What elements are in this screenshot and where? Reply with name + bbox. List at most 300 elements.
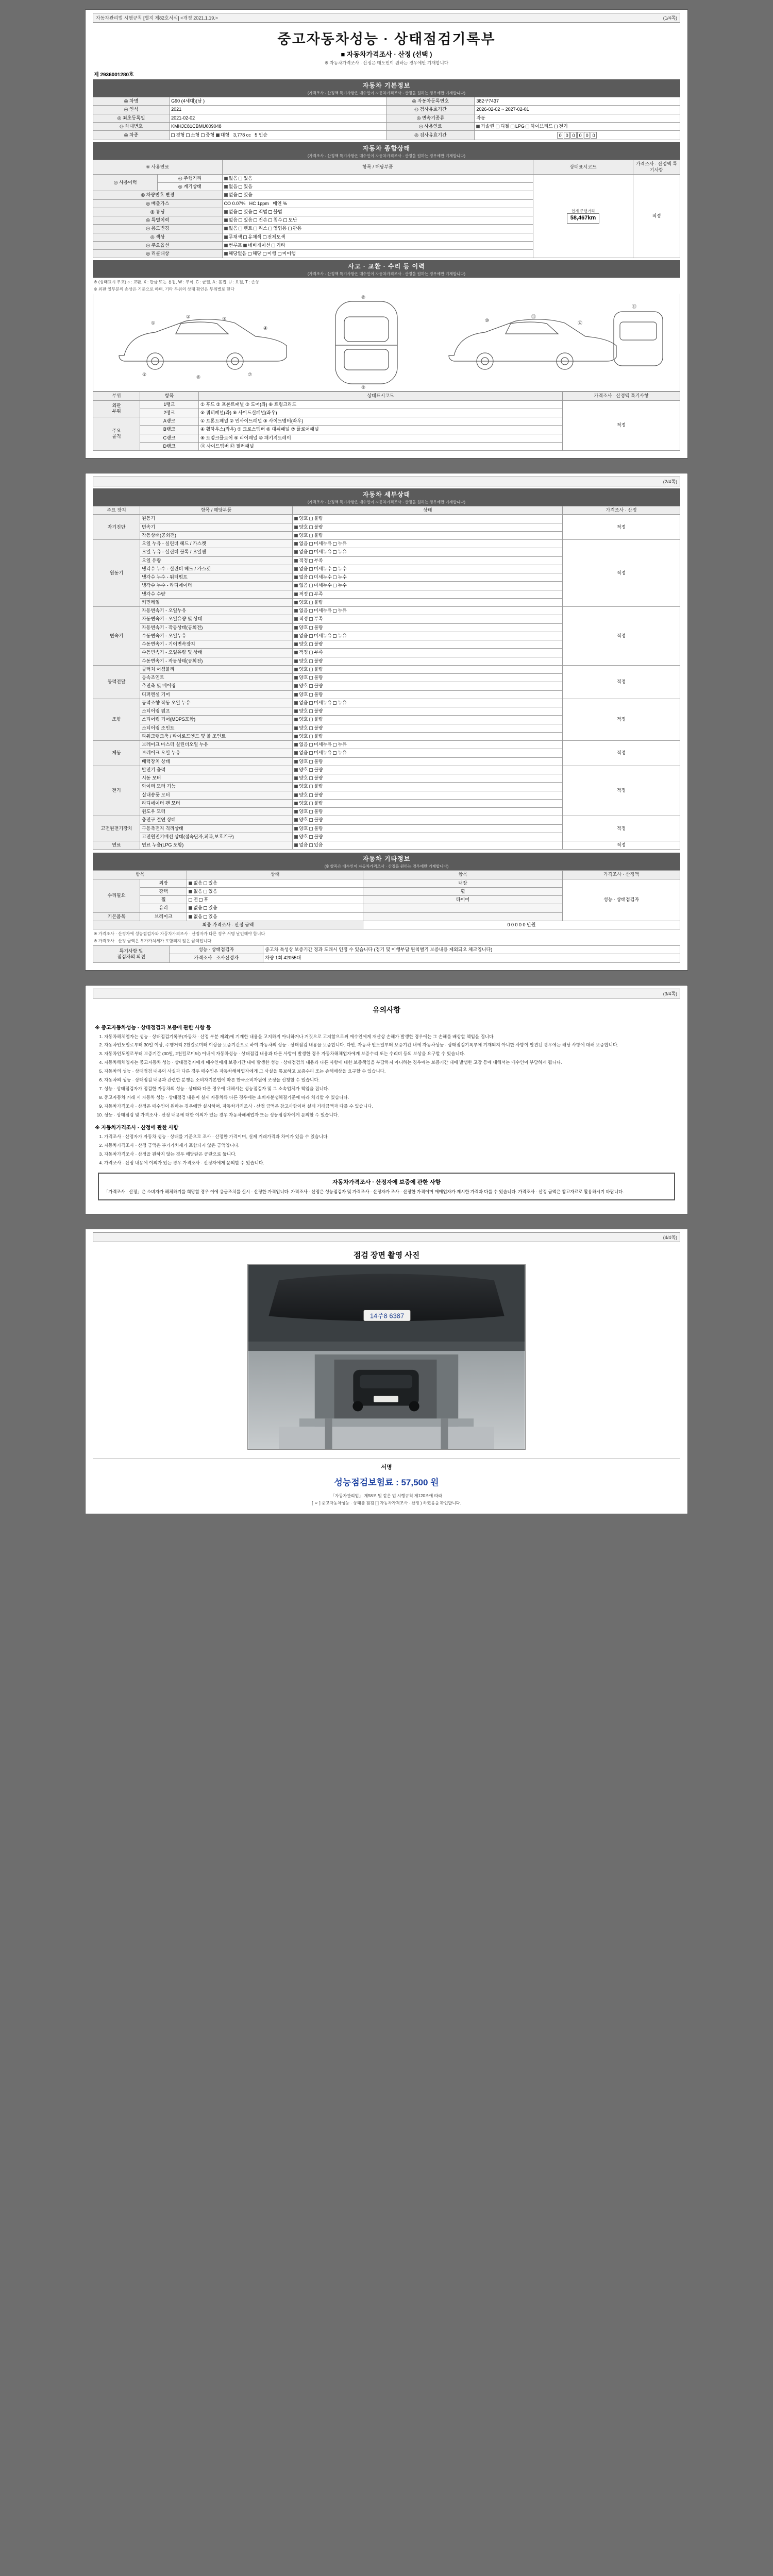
device-group-6: 전기 [93, 766, 140, 816]
status-option-양호[interactable]: 양호 [294, 775, 309, 781]
svg-text:④: ④ [263, 326, 268, 331]
flood-none[interactable]: 없음 [224, 217, 238, 223]
band-note-detail: (가격조사 · 산정액 특기사항은 매수인이 자동차가격조사 · 산정을 원하는 경우에만 기재합니다) [307, 500, 466, 504]
table-row [93, 879, 680, 887]
status-option-양호[interactable]: 양호 [294, 725, 309, 731]
status-option-미세누유[interactable]: 미세누유 [309, 608, 333, 613]
diagram-legend-1: ※ (상태표시 부호) ○ : 교환, X : 판금 또는 용접, W : 부식, C : 균열, A : 흠집, U : 요철, T : 손상 [94, 280, 259, 285]
status-option-없음[interactable]: 없음 [294, 574, 309, 580]
status-option-불량[interactable]: 불량 [309, 734, 323, 739]
table-row [93, 665, 680, 673]
fuel-option-hybrid[interactable]: 하이브리드 [526, 124, 552, 129]
col-header-usage: ※ 사용연료 [93, 160, 223, 175]
tuning-legal[interactable]: 적법 [254, 209, 267, 214]
status-option-미세누유[interactable]: 미세누유 [309, 633, 333, 638]
color-options [222, 233, 533, 241]
status-option-양호[interactable]: 양호 [294, 792, 309, 798]
status-option-불량[interactable]: 불량 [309, 725, 323, 731]
label-first-registration: ◎ 최초등록일 [93, 114, 170, 122]
status-option-미세누유[interactable]: 미세누유 [309, 541, 333, 546]
detail-item: 냉각수 수량 [140, 590, 293, 598]
status-option-양호[interactable]: 양호 [294, 600, 309, 605]
emission-values [222, 199, 533, 208]
remark-inspector-value: 중고차 특성상 보증기간 경과 도래시 인정 수 있습니다 (정기 및 이행부담 원칙별기 보증내용 제외되오 체크입니다) [263, 946, 680, 954]
value-vin: KMHJC81CBMU009048 [170, 122, 386, 130]
notice-item: 2. 자동차가격조사 · 산정 금액은 부가가치세가 포함되지 않은 금액입니다. [104, 1142, 680, 1149]
status-option-양호[interactable]: 양호 [294, 834, 309, 839]
table-header-row [93, 160, 680, 175]
status-option-미세누수[interactable]: 미세누수 [309, 583, 333, 588]
status-option-양호[interactable]: 양호 [294, 809, 309, 814]
purpose-official[interactable]: 관용 [288, 226, 301, 231]
row-label-recall: ◎ 리콜대상 [93, 250, 223, 258]
status-option-양호[interactable]: 양호 [294, 734, 309, 739]
polish-exist[interactable]: 있음 [204, 889, 217, 894]
col-header-other-item: 항목 [93, 871, 187, 879]
emission-hc: HC 1ppm [249, 200, 269, 206]
row-label-usage-history: ◎ 사용이력 [93, 174, 158, 191]
row-label-plate-change: ◎ 차량번호 변경 [93, 191, 223, 199]
license-plate-text: 14주8 6387 [369, 1312, 405, 1320]
status-option-불량[interactable]: 불량 [309, 759, 323, 764]
col-header-status: 상태 [293, 506, 563, 515]
detail-status [293, 841, 563, 850]
value-transmission: 자동 [475, 114, 680, 122]
status-option-적정[interactable]: 적정 [294, 650, 309, 655]
svg-text:⑫: ⑫ [578, 320, 583, 326]
status-option-누유[interactable]: 누유 [333, 750, 346, 755]
status-option-불량[interactable]: 불량 [309, 767, 323, 772]
other-item-wheel2: 휠 [140, 896, 187, 904]
other-note-1: ※ 가격조사 · 산정자에 성능점검자와 자동차가격조사 · 산정자가 다른 경우 서명 날인해야 합니다 [94, 931, 265, 936]
gauge-options [222, 183, 533, 191]
section-band-accident [93, 260, 680, 278]
status-option-불량[interactable]: 불량 [309, 516, 323, 521]
status-option-부족[interactable]: 부족 [309, 650, 323, 655]
table-header-row [93, 506, 680, 515]
col-header-price-note: 가격조사 · 산정액 특기사항 [563, 392, 680, 400]
label-registration-status: ◎ 검사유효기간 [386, 131, 475, 140]
svg-text:⑥: ⑥ [196, 375, 201, 380]
status-option-양호[interactable]: 양호 [294, 817, 309, 822]
remark-inspector-label: 성능 · 상태점검자 [170, 946, 263, 954]
detail-status [293, 657, 563, 665]
notices-heading-2: ※ 자동차가격조사 · 산정에 관한 사항 [95, 1125, 179, 1131]
status-option-불량[interactable]: 불량 [309, 801, 323, 806]
notice-item: 4. 자동차해체업자는 중고자동차 성능 · 상태점검자에게 매수인에게 보증기간 내에 발생한 성능 · 상태점검의 내용과 다른 사항에 대한 보증책임을 부담하지 아니하는 경우에는 보증기간 내에 발생한 고장 등에 대해서는 매수인이 부담하게 됩니다. [104, 1059, 680, 1066]
svg-text:⑪: ⑪ [531, 314, 536, 320]
status-option-불량[interactable]: 불량 [309, 524, 323, 530]
device-group-8: 연료 [93, 841, 140, 850]
special-remarks-table [93, 945, 680, 963]
detail-status [293, 540, 563, 548]
notice-item: 3. 자동차가격조사 · 산정을 원하지 않는 경우 해당란은 공란으로 둡니다. [104, 1151, 680, 1158]
sheet-1 [85, 9, 688, 459]
status-option-미세누수[interactable]: 미세누수 [309, 574, 333, 580]
plate-change-options [222, 191, 533, 199]
flood-damage[interactable]: 침수 [268, 217, 282, 223]
other-item-interior: 내장 [363, 879, 562, 887]
brake-exist[interactable]: 있음 [204, 914, 217, 919]
band-note-accident: (가격조사 · 산정액 특기사항은 매수인이 자동차가격조사 · 산정을 원하는 경우에만 기재합니다) [307, 272, 466, 277]
status-option-양호[interactable]: 양호 [294, 641, 309, 647]
detail-status [293, 833, 563, 841]
label-model-name: ◎ 차명 [93, 97, 170, 106]
detail-price-note: 적정 [563, 816, 680, 841]
detail-item: 원동기 [140, 515, 293, 523]
status-option-불량[interactable]: 불량 [309, 834, 323, 839]
detail-item: 오일 누유 - 실린더 블록 / 오일팬 [140, 548, 293, 556]
status-option-누수[interactable]: 누수 [333, 583, 346, 588]
status-option-미세누수[interactable]: 미세누수 [309, 566, 333, 571]
col-header-state: 상태표시코드 [533, 160, 633, 175]
purpose-rent[interactable]: 렌트 [239, 226, 252, 231]
detail-item: 윈도우 모터 [140, 808, 293, 816]
status-option-불량[interactable]: 불량 [309, 784, 323, 789]
flood-exist[interactable]: 있음 [239, 217, 252, 223]
status-option-양호[interactable]: 양호 [294, 801, 309, 806]
status-option-부족[interactable]: 부족 [309, 616, 323, 621]
status-option-양호[interactable]: 양호 [294, 667, 309, 672]
theft[interactable]: 도난 [283, 217, 297, 223]
recall-not-done[interactable]: 미이행 [278, 251, 296, 256]
frame-grade-d: D랭크 [140, 442, 199, 450]
color-none[interactable]: 무채색 [224, 234, 242, 240]
table-row [93, 400, 680, 409]
detail-status [293, 690, 563, 699]
status-option-양호[interactable]: 양호 [294, 717, 309, 722]
detail-status [293, 732, 563, 740]
special-remarks-label: 특기사항 및 점검자의 의견 [93, 946, 170, 963]
status-option-없음[interactable]: 없음 [294, 700, 309, 705]
sheet-4 [85, 1229, 688, 1514]
signature-label: 서명 [381, 1464, 392, 1470]
page-subtitle: ■ 자동차가격조사 · 산정 (선택 ) [341, 50, 432, 58]
status-option-불량[interactable]: 불량 [309, 683, 323, 688]
detail-status [293, 724, 563, 732]
brake-none[interactable]: 없음 [189, 914, 202, 919]
status-option-누수[interactable]: 누수 [333, 574, 346, 580]
vehicle-damage-diagram [93, 294, 680, 392]
detail-item: 수동변속기 - 오일누유 [140, 632, 293, 640]
status-option-누유[interactable]: 누유 [333, 549, 346, 554]
color-chroma[interactable]: 유채색 [243, 234, 261, 240]
table-row [93, 741, 680, 749]
overall-state-table [93, 160, 680, 258]
detail-status [293, 766, 563, 774]
value-fuel [475, 122, 680, 130]
status-option-양호[interactable]: 양호 [294, 708, 309, 714]
other-item-polish: 광택 [140, 887, 187, 895]
band-note-basic: (가격조사 · 산정액 특기사항은 매수인이 자동차가격조사 · 산정을 원하는 경우에만 기재합니다) [307, 91, 466, 95]
status-option-양호[interactable]: 양호 [294, 784, 309, 789]
svg-text:⑬: ⑬ [632, 304, 637, 310]
section-band-basic-info [93, 79, 680, 97]
status-option-없음[interactable]: 없음 [294, 566, 309, 571]
status-option-양호[interactable]: 양호 [294, 767, 309, 772]
status-option-불량[interactable]: 불량 [309, 708, 323, 714]
status-option-누유[interactable]: 누유 [333, 608, 346, 613]
vehicle-diagram-svg [93, 294, 681, 391]
signature-band [93, 1458, 680, 1506]
tuning-none[interactable]: 없음 [224, 209, 238, 214]
status-option-없음[interactable]: 없음 [294, 541, 309, 546]
fuel-option-electric[interactable]: 전기 [554, 124, 567, 129]
other-item-tire: 타이어 [363, 896, 562, 904]
detail-status [293, 682, 563, 690]
other-glass-state [187, 904, 363, 912]
status-option-불량[interactable]: 불량 [309, 600, 323, 605]
tuning-illegal[interactable]: 불법 [268, 209, 282, 214]
other-group-basic: 기본품목 [93, 912, 140, 921]
basic-info-table [93, 97, 680, 140]
exterior-exist[interactable]: 있음 [204, 880, 217, 886]
status-option-있음[interactable]: 있음 [309, 842, 323, 848]
table-header-row [93, 871, 680, 879]
status-option-불량[interactable]: 불량 [309, 675, 323, 680]
status-option-미세누유[interactable]: 미세누유 [309, 700, 333, 705]
svg-text:⑩: ⑩ [485, 318, 490, 324]
mileage-panel [533, 174, 633, 258]
purpose-change-options [222, 225, 533, 233]
band-note-other: (※ 항목은 매수인이 자동차가격조사 · 산정을 원하는 경우에만 기재합니다) [324, 864, 449, 869]
row-label-purpose-change: ◎ 용도변경 [93, 225, 223, 233]
fuel-option-lpg[interactable]: LPG [511, 124, 525, 129]
detail-item: 스티어링 조인트 [140, 724, 293, 732]
detail-status [293, 548, 563, 556]
other-exterior-state [187, 879, 363, 887]
status-option-미세누유[interactable]: 미세누유 [309, 549, 333, 554]
label-type: ◎ 차종 [93, 131, 170, 140]
type-option-small[interactable]: 소형 [186, 132, 199, 138]
purpose-lease[interactable]: 리스 [254, 226, 267, 231]
polish-none[interactable]: 없음 [189, 889, 202, 894]
status-option-양호[interactable]: 양호 [294, 658, 309, 664]
status-option-양호[interactable]: 양호 [294, 524, 309, 530]
detail-item: 브레이크 마스터 실린더오일 누유 [140, 741, 293, 749]
col-header-item: 항목 / 해당부품 [222, 160, 533, 175]
status-option-부족[interactable]: 부족 [309, 591, 323, 597]
detail-status [293, 699, 563, 707]
form-legal-ref: 자동차관리법 시행규칙 [별지 제82호서식] <개정 2021.1.19.> [96, 15, 219, 21]
detail-item: 자동변속기 - 작동상태(공회전) [140, 623, 293, 632]
main-options [222, 241, 533, 249]
wheel-rear[interactable]: 후 [199, 897, 208, 902]
glass-none[interactable]: 없음 [189, 905, 202, 910]
status-option-없음[interactable]: 없음 [294, 549, 309, 554]
notice-item: 1. 자동차해체업자는 성능 · 상태점검기록부(자동차 · 산정 부분 제외)에 기재한 내용을 고지하지 아니하거나 거짓으로 고지함으로써 매수인에게 재산상 손해가 발생한 경우에는 그 손해를 배상할 책임을 집니다. [104, 1033, 680, 1040]
sheet2-header-note [93, 477, 680, 486]
gauge-option-exist[interactable]: 있음 [239, 184, 252, 189]
col-header-price: 가격조사 · 산정액 특기사항 [633, 160, 680, 175]
svg-text:⑦: ⑦ [248, 372, 253, 378]
gauge-option-none[interactable]: 없음 [224, 184, 238, 189]
status-option-양호[interactable]: 양호 [294, 516, 309, 521]
color-full-paint[interactable]: 전체도색 [263, 234, 285, 240]
accident-parts-table [93, 392, 680, 451]
wheel-front[interactable]: 전 [189, 897, 198, 902]
area-frame: 주요 골격 [93, 417, 140, 451]
detail-item: 스티어링 펌프 [140, 707, 293, 716]
odo-option-exist[interactable]: 있음 [239, 176, 252, 181]
section-band-other [93, 853, 680, 870]
status-option-양호[interactable]: 양호 [294, 625, 309, 630]
fuel-option-gasoline[interactable]: 가솔린 [476, 124, 494, 129]
appraisal-declaration-box [98, 1173, 675, 1200]
row-sub-odometer: ◎ 주행거리 [158, 174, 222, 182]
status-option-양호[interactable]: 양호 [294, 533, 309, 538]
frame-grade-c: C랭크 [140, 434, 199, 442]
inspection-fee: 성능점검보험료 : 57,500 원 [334, 1477, 439, 1487]
detail-status [293, 623, 563, 632]
status-option-불량[interactable]: 불량 [309, 717, 323, 722]
value-type [170, 131, 386, 140]
status-option-없음[interactable]: 없음 [294, 750, 309, 755]
status-option-누유[interactable]: 누유 [333, 541, 346, 546]
status-option-불량[interactable]: 불량 [309, 826, 323, 831]
remark-appraiser-label: 가격조사 · 조사산정자 [170, 954, 263, 962]
grade-2: 2랭크 [140, 409, 199, 417]
value-inspection-period: 2026-02-02 ~ 2027-02-01 [475, 106, 680, 114]
detail-status [293, 649, 563, 657]
status-option-불량[interactable]: 불량 [309, 625, 323, 630]
detail-price-note: 적정 [563, 841, 680, 850]
status-option-불량[interactable]: 불량 [309, 792, 323, 798]
recall-yes[interactable]: 해당 [248, 251, 261, 256]
type-option-mid[interactable]: 중형 [201, 132, 214, 138]
device-group-7: 고전원전기장치 [93, 816, 140, 841]
status-option-불량[interactable]: 불량 [309, 667, 323, 672]
notice-item: 4. 가격조사 · 산정 내용에 이의가 있는 경우 가격조사 · 산정자에게 문의할 수 있습니다. [104, 1160, 680, 1166]
purpose-business[interactable]: 영업용 [268, 226, 287, 231]
detail-item: 와이퍼 모터 기능 [140, 783, 293, 791]
status-option-없음[interactable]: 없음 [294, 583, 309, 588]
detail-item: 자동변속기 - 오일누유 [140, 607, 293, 615]
type-option-large[interactable]: 대형 [216, 132, 229, 138]
status-option-미세누유[interactable]: 미세누유 [309, 742, 333, 747]
glass-exist[interactable]: 있음 [204, 905, 217, 910]
grade-1-items: ① 후드 ② 프론트패널 ③ 도어(좌) ⑥ 트렁크리드 [199, 400, 563, 409]
detail-item: 수동변속기 - 오일유량 및 상태 [140, 649, 293, 657]
col-header-part: 항목 / 해당부품 [140, 506, 293, 515]
status-option-불량[interactable]: 불량 [309, 809, 323, 814]
plate-change-none[interactable]: 없음 [224, 192, 238, 197]
other-group-repair: 수리필요 [93, 879, 140, 912]
status-option-적정[interactable]: 적정 [294, 591, 309, 597]
opt-etc[interactable]: 기타 [272, 243, 285, 248]
label-plate: ◎ 자동차등록번호 [386, 97, 475, 106]
detail-item: 스티어링 기어(MDPS포함) [140, 716, 293, 724]
device-group-2: 변속기 [93, 607, 140, 666]
plate-change-exist[interactable]: 있음 [239, 192, 252, 197]
detail-item: 수동변속기 - 작동상태(공회전) [140, 657, 293, 665]
detail-item: 냉각수 누수 - 실린더 헤드 / 가스켓 [140, 565, 293, 573]
status-option-양호[interactable]: 양호 [294, 759, 309, 764]
status-option-누수[interactable]: 누수 [333, 566, 346, 571]
exterior-none[interactable]: 없음 [189, 880, 202, 886]
status-option-불량[interactable]: 불량 [309, 817, 323, 822]
status-option-양호[interactable]: 양호 [294, 826, 309, 831]
notice-item: 6. 자동차의 성능 · 상태점검 내용과 관련한 분쟁은 소비자기본법에 따른 한국소비자원에 조정을 신청할 수 있습니다. [104, 1077, 680, 1083]
status-option-불량[interactable]: 불량 [309, 533, 323, 538]
status-option-불량[interactable]: 불량 [309, 641, 323, 647]
detail-status [293, 632, 563, 640]
status-option-미세누유[interactable]: 미세누유 [309, 750, 333, 755]
row-label-tuning: ◎ 튜닝 [93, 208, 223, 216]
detail-item: 등속조인트 [140, 674, 293, 682]
detail-item: 자동변속기 - 오일유량 및 상태 [140, 615, 293, 623]
recall-no[interactable]: 해당없음 [224, 251, 247, 256]
notice-item: 3. 자동차인도일로부터 보증기간 (30일, 2천킬로미터) 이내에 자동차성능 · 상태점검 내용과 다른 사항이 발생한 경우 자동차해체업자에게 보증수리 또는 수리비 등의 보상을 요구할 수 있습니다. [104, 1050, 680, 1057]
detail-item: 오일 유량 [140, 556, 293, 565]
status-option-불량[interactable]: 불량 [309, 692, 323, 697]
label-year: ◎ 연식 [93, 106, 170, 114]
total-loss[interactable]: 전손 [254, 217, 267, 223]
odo-option-none[interactable]: 없음 [224, 176, 238, 181]
status-option-부족[interactable]: 부족 [309, 558, 323, 563]
svg-text:③: ③ [222, 316, 227, 322]
mileage-panel-value: 58,467km [567, 213, 600, 224]
type-option-light[interactable]: 경형 [171, 132, 184, 138]
value-model-name: G90 (4세대)(남 ) [170, 97, 386, 106]
table-row [93, 174, 680, 182]
detail-price-note: 적정 [563, 741, 680, 766]
fuel-option-diesel[interactable]: 디젤 [496, 124, 509, 129]
tuning-exist[interactable]: 있음 [239, 209, 252, 214]
status-option-누유[interactable]: 누유 [333, 742, 346, 747]
notice-item: 9. 자동차가격조사 · 산정은 매수인이 원하는 경우에만 실시하며, 자동차가격조사 · 산정 금액은 참고사항이며 실제 거래금액과 다를 수 있습니다. [104, 1103, 680, 1110]
other-polish-state [187, 887, 363, 895]
status-option-양호[interactable]: 양호 [294, 675, 309, 680]
status-option-누유[interactable]: 누유 [333, 700, 346, 705]
row-label-options: ◎ 주요옵션 [93, 241, 223, 249]
remark-appraiser-value: 차량 1회 42055대 [263, 954, 680, 962]
detail-status [293, 799, 563, 807]
notice-item: 7. 성능 · 상태점검자가 점검한 자동차의 성능 · 상태와 다른 경우에 대해서는 성능점검자 및 그 소속업체가 책임을 집니다. [104, 1086, 680, 1092]
notice-item: 5. 자동차의 성능 · 상태점검 내용이 사실과 다른 경우 매수인은 자동차해체업자에게 그 사실을 통보하고 보증수리 또는 손해배상을 요구할 수 있습니다. [104, 1068, 680, 1075]
detail-price-note: 적정 [563, 540, 680, 607]
status-option-양호[interactable]: 양호 [294, 692, 309, 697]
purpose-none[interactable]: 없음 [224, 226, 238, 231]
grade-2-items: ⑤ 쿼터패널(좌) ⑧ 사이드실패널(좌우) [199, 409, 563, 417]
status-option-양호[interactable]: 양호 [294, 683, 309, 688]
status-option-적정[interactable]: 적정 [294, 616, 309, 621]
opt-sunroof[interactable]: 썬루프 [224, 243, 242, 248]
declaration-title: 자동차가격조사 · 산정자에 보증에 관한 사항 [332, 1179, 441, 1185]
value-plate: 382구7437 [475, 97, 680, 106]
status-option-없음[interactable]: 없음 [294, 742, 309, 747]
detail-status [293, 515, 563, 523]
recall-done[interactable]: 이행 [263, 251, 276, 256]
opt-navigation[interactable]: 네비게이션 [243, 243, 270, 248]
status-option-없음[interactable]: 없음 [294, 608, 309, 613]
status-option-누유[interactable]: 누유 [333, 633, 346, 638]
detail-status [293, 774, 563, 783]
notice-item: 1. 가격조사 · 산정자가 자동차 성능 · 상태를 기준으로 조사 · 산정한 가격이며, 실제 거래가격과 차이가 있을 수 있습니다. [104, 1133, 680, 1140]
table-row [93, 540, 680, 548]
detail-item: 배력장치 상태 [140, 757, 293, 766]
status-option-적정[interactable]: 적정 [294, 558, 309, 563]
status-option-불량[interactable]: 불량 [309, 658, 323, 664]
other-item-wheel: 휠 [363, 887, 562, 895]
form-header-note [93, 13, 680, 23]
frame-items-2: ④ 휠하우스(좌우) ⑤ 크로스멤버 ⑥ 대쉬패널 ⑦ 플로어패널 [199, 426, 563, 434]
status-option-없음[interactable]: 없음 [294, 633, 309, 638]
detail-item: 수동변속기 - 기어변속장치 [140, 640, 293, 649]
status-option-불량[interactable]: 불량 [309, 775, 323, 781]
detail-item: 커먼레일 [140, 598, 293, 606]
status-option-없음[interactable]: 없음 [294, 842, 309, 848]
